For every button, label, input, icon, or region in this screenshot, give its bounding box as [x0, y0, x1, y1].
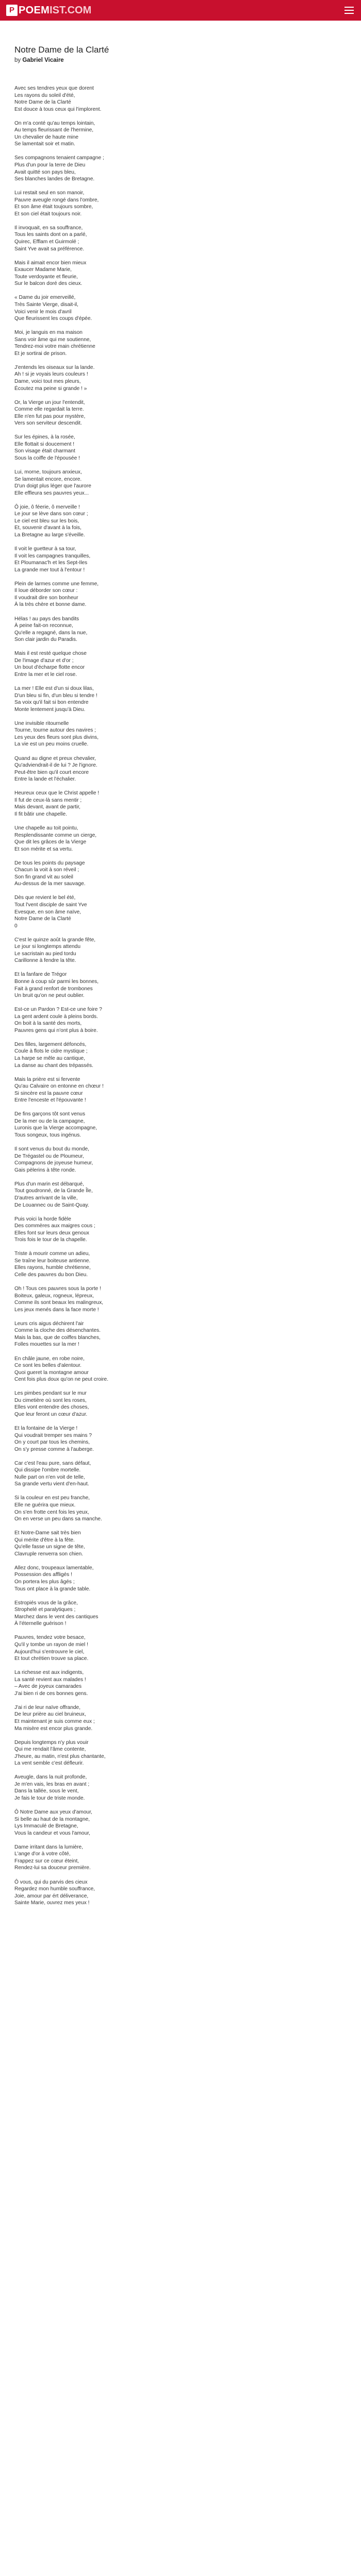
poem-line: Joie, amour par ért déliverance, [14, 1893, 89, 1899]
poem-line: Avait quitté son pays bleu, [14, 169, 76, 175]
poem-line: Le jour se lève dans son cœur ; [14, 511, 88, 517]
poem-line: Les yeux des fleurs sont plus divins, [14, 734, 99, 740]
poem-line: Il fut de ceux-là sans mentir ; [14, 797, 82, 803]
poem-line: Il sont venus du bout du monde, [14, 1146, 89, 1153]
poem-line: Vers son serviteur descendit. [14, 420, 82, 427]
poem-line: Quirec, Efflam et Guirmolé ; [14, 239, 79, 245]
poem-line: Est douce à tous ceux qui l'implorent. [14, 106, 102, 112]
poem-line: Tous songeux, tous ingénus. [14, 1132, 81, 1139]
poem-line: Elles rayons, humble chrétienne, [14, 1265, 91, 1271]
poem-line: La vent semble c'est défleurir. [14, 1760, 84, 1767]
poem-line: De leur prière au ciel bruineux, [14, 1711, 86, 1718]
poem-line: D'un bleu si fin, d'un bleu si tendre ! [14, 692, 97, 699]
poem-line: Et Notre-Dame sait très bien [14, 1530, 81, 1536]
poem-line: Ô joie, ô féerie, ô merveille ! [14, 504, 80, 510]
poem-line: Or, la Vierge un jour l'entendit, [14, 399, 85, 405]
stanza [14, 1774, 344, 1802]
poem-line: Lui restait seul en son manoir, [14, 190, 85, 196]
poem-line: Clavruple renverra son chien. [14, 1551, 84, 1557]
poem-line: Une invisible ritournelle [14, 720, 69, 726]
poem-line: Aujourd'hui s'entrouvre le ciel, [14, 1649, 85, 1655]
poem-line: Sainte Marie, ouvrez mes yeux ! [14, 1900, 90, 1906]
poem-line: La grande mer tout à l'entour ! [14, 567, 85, 573]
poem-line: À la très chère et bonne dame. [14, 602, 87, 608]
stanza [14, 1495, 344, 1522]
poem-line: Elle flottait si doucement ! [14, 441, 75, 447]
stanza [14, 581, 344, 608]
poem-line: Sa grande vertu vient d'en-haut. [14, 1481, 89, 1487]
author-link[interactable]: Gabriel Vicaire [22, 57, 64, 63]
stanza [14, 650, 344, 678]
poem-line: Si la couleur en est peu franche, [14, 1495, 90, 1501]
poem-line: L'ange d'or à votre côté, [14, 1851, 71, 1857]
stanza [14, 120, 344, 148]
poem-line: Lys Immaculé de Bretagne, [14, 1823, 78, 1829]
poem-line: Si sincère est la pauvre cœur [14, 1090, 83, 1096]
poem-line: Entre l'enceste et l'épouvante ! [14, 1097, 86, 1104]
stanza [14, 971, 344, 999]
stanza [14, 1739, 344, 1767]
poem-line: Tourne, tourne autour des navires ; [14, 727, 96, 734]
poem-line: Dame, voici tout mes pleurs, [14, 378, 81, 384]
poem-line: De fins garçons tôt sont venus [14, 1111, 86, 1117]
poem-line: Ce sont les belles d'alentour. [14, 1363, 81, 1369]
poem-line: Dès que revient le bel été, [14, 895, 76, 901]
stanza [14, 294, 344, 322]
poem-line: Il voudrait dire son bonheur [14, 595, 78, 601]
poem-line: Carillonne à fendre la tête. [14, 958, 76, 964]
poem-line: La Bretagne au large s'éveille. [14, 532, 85, 538]
poem-line: Se traîne leur boiteuse antienne. [14, 1258, 91, 1264]
stanza [14, 329, 344, 357]
poem-line: Sur les épines, à la rosée, [14, 434, 75, 440]
poem-line: À l'éternelle guérison ! [14, 1621, 67, 1627]
poem-line: Qui mérite d'être à la fête. [14, 1537, 75, 1543]
poem-line: Je fais le tour de triste monde. [14, 1795, 85, 1801]
poem-line: C'est le quinze août la grande fête, [14, 937, 96, 943]
poem-line: Hélas ! au pays des bandits [14, 616, 79, 622]
poem-line: Elles vont entendre des choses, [14, 1404, 89, 1411]
poem-line: Elles font sur leurs deux genoux [14, 1230, 89, 1236]
poem-line: Notre Dame de la Clarté [14, 99, 71, 106]
poem-line: Comme ils sont beaux les malingreux, [14, 1300, 104, 1306]
poem-line: Quand au digne et preux chevalier, [14, 755, 96, 761]
poem-line: Chacun la voit à son réveil ; [14, 867, 79, 873]
stanza [14, 190, 344, 217]
poem-line: Le ciel est bleu sur les bois, [14, 518, 79, 524]
poem-line: Trois fois le tour de la chapelle. [14, 1237, 87, 1243]
poem-line: Monte lentement jusqu'à Dieu. [14, 706, 86, 713]
poem-line: Pauvres gens qui n'ont plus à boire. [14, 1027, 98, 1033]
poem-line: Qui voudrait tremper ses mains ? [14, 1432, 92, 1438]
poem-line: Sous la coiffe de l'épousée ! [14, 455, 80, 461]
poem-line: On m'a conté qu'au temps lointain, [14, 120, 95, 126]
site-logo[interactable] [6, 5, 91, 16]
stanza [14, 685, 344, 713]
poem-line: Gais pèlerins à tête ronde. [14, 1167, 76, 1173]
poem-line: Frappez sur ce cœur éteint, [14, 1858, 79, 1864]
poem-line: Les jeux menés dans la face morte ! [14, 1307, 99, 1313]
by-label: by [14, 57, 21, 63]
poem-line: Ô vous, qui du parvis des cieux [14, 1879, 88, 1885]
stanza [14, 399, 344, 427]
poem-line: Tout l'vent disciple de saint Yve [14, 902, 87, 908]
poem-line: D'autres arrivant de la ville, [14, 1195, 78, 1201]
poem-line: De Trégastel ou de Ploumeur, [14, 1153, 84, 1159]
poem-line: La santé revient aux malades ! [14, 1676, 86, 1683]
poem-line: Sa voix qu'il fait si bon entendre [14, 700, 89, 706]
poem-line: Et la fanfare de Trégor [14, 972, 67, 978]
poem-line: Entre la mer et le ciel rose. [14, 671, 77, 677]
poem-line: Avec ses tendres yeux que dorent [14, 86, 94, 91]
poem-line: Que fleurissent les coups d'épée. [14, 316, 92, 322]
poem-line: Que dit les grâces de la Vierge [14, 839, 87, 845]
stanza [14, 894, 344, 929]
stanza [14, 790, 344, 818]
poem-line: Son fin grand vit au soleil [14, 874, 73, 880]
top-navigation-bar [0, 0, 361, 21]
poem-line: Tous les saints dont on a parlé, [14, 232, 87, 238]
poem-line: Heureux ceux que le Christ appelle ! [14, 790, 100, 796]
poem-line: Possession des affligés ! [14, 1572, 72, 1578]
poem-line: Compagnons de joyeuse humeur, [14, 1160, 93, 1166]
poem-line: Qui me rendait l'âme contente, [14, 1747, 86, 1753]
poem-line: Elle effleura ses pauvres yeux... [14, 490, 89, 496]
poem-line: Oh ! Tous ces pauvres sous la porte ! [14, 1286, 101, 1292]
poem-line: Entre la lande et l'échalier. [14, 776, 76, 783]
poem-line: On boit à la santé des morts, [14, 1021, 82, 1027]
poem-line: Triste à mourir comme un adieu, [14, 1251, 90, 1257]
poem-line: Pauvre aveugle rongé dans l'ombre, [14, 197, 99, 203]
stanza [14, 720, 344, 748]
poem-line: Des commères aux maigres cous ; [14, 1223, 95, 1229]
poem-line: Comme la cloche des désenchantes. [14, 1328, 101, 1334]
poem-line: J'ai bien ri de ces bonnes gens. [14, 1690, 88, 1697]
poem-line: Très Sainte Vierge, disait-il, [14, 301, 79, 308]
poem-line: Nulle part on n'en voit de telle, [14, 1474, 85, 1480]
stanza [14, 1425, 344, 1453]
poem-line: Et tout chrétien trouve sa place. [14, 1656, 89, 1662]
poem-line: Bonne à coup sûr parmi les bonnes, [14, 979, 99, 985]
poem-line: Mais la bas, que de coiffes blanches, [14, 1334, 101, 1341]
poem-line: Tout goudronné, de la Grande Île, [14, 1188, 93, 1194]
stanza [14, 1250, 344, 1278]
stanza [14, 1669, 344, 1697]
poem-line: – Avec de joyeux camarades [14, 1684, 82, 1690]
stanza [14, 1565, 344, 1592]
poem-line: Et, souvenir d'avant à la fois, [14, 525, 81, 531]
stanza [14, 1809, 344, 1837]
poem-line: Resplendissante comme un cierge, [14, 832, 97, 838]
poem-line: Sans voir âme qui me soutienne, [14, 336, 91, 343]
poem-line: Voici venir le mois d'avril [14, 309, 72, 315]
poem-line: La gent ardent coule à pleins bords. [14, 1013, 98, 1020]
stanza [14, 1216, 344, 1244]
poem-line: Coule à flots le cidre mystique ; [14, 1048, 88, 1055]
poem-line: Et Ploumanac'h et les Sept-Iles [14, 560, 88, 566]
poem-line: Et je sortirai de prison. [14, 350, 67, 357]
stanza [14, 1600, 344, 1628]
poem-line: Son clair jardin du Paradis. [14, 637, 77, 643]
stanza [14, 1530, 344, 1557]
poem-line: Mais il aimait encor bien mieux [14, 260, 87, 266]
poem-line: Un bout d'écharpe flotte encor [14, 665, 85, 671]
poem-line: Lui, morne, toujours anxieux, [14, 469, 82, 476]
poem-line: J'entends les oiseaux sur la lande. [14, 364, 95, 370]
poem-line: Dans la tallée, sous le vent, [14, 1788, 79, 1794]
poem-line: Puis voici la horde fidèle [14, 1216, 71, 1222]
poem-line: De tous les points du paysage [14, 860, 85, 866]
stanza [14, 937, 344, 964]
poem-line: Et son ciel était toujours noir. [14, 211, 82, 217]
poem-line: Strophelé et paralytiques ; [14, 1607, 76, 1613]
poem-line: Le sacristain au pied tordu [14, 951, 76, 957]
poem-line: Son visage était charmant [14, 448, 75, 454]
stanza [14, 434, 344, 462]
poem-line: Plein de larmes comme une femme, [14, 581, 99, 587]
byline [14, 57, 344, 64]
poem-line: Luronis que la Vierge accompagne, [14, 1125, 97, 1131]
stanza [14, 364, 344, 392]
poem-line: Qu'adviendrait-il de lui ? Je l'ignore. [14, 762, 97, 769]
poem-line: Evesque, en son âme naïve, [14, 909, 81, 915]
menu-icon[interactable] [344, 7, 354, 14]
poem-line: Et la fontaine de la Vierge ! [14, 1426, 78, 1431]
poem-line: On portera les plus âgés ; [14, 1579, 75, 1585]
poem-line: Qu'elle fasse un signe de tête, [14, 1544, 85, 1550]
poem-line: À peine fait-on reconnue, [14, 623, 73, 629]
poem-line: Moi, je languis en ma maison [14, 330, 83, 336]
poem-line: Au temps fleurissant de l'hermine, [14, 127, 94, 133]
poem-line: Fait à grand renfort de trombones [14, 986, 93, 992]
poem-line: La vie est un peu moins cruelle. [14, 741, 89, 748]
poem-line: Ses compagnons tenaient campagne ; [14, 155, 104, 161]
poem-line: Si belle au haut de la montagne, [14, 1816, 90, 1822]
logo-mark-icon: P [6, 5, 18, 16]
poem-line: Ah ! si je voyais leurs couleurs ! [14, 371, 88, 378]
poem-line: Mais il est resté quelque chose [14, 651, 87, 657]
poem-line: Leurs cris aigus déchirent l'air [14, 1320, 84, 1327]
poem-line: Écoutez ma peine si grande ! » [14, 385, 87, 392]
stanza [14, 1844, 344, 1872]
stanza [14, 755, 344, 783]
poem-line: Elle ne guérira que mieux. [14, 1502, 76, 1509]
poem-line: Saint Yve avait sa préférence. [14, 246, 85, 252]
poem-line: Les pimbes pendant sur le mur [14, 1391, 87, 1397]
poem-line: On y court par tous les chemins, [14, 1439, 90, 1446]
poem-line: Quoi gueret la montagne amour [14, 1369, 89, 1376]
poem-line: De la mer ou de la campagne, [14, 1118, 85, 1124]
poem-line: Celle des pauvres du bon Dieu. [14, 1272, 88, 1278]
poem-line: Mais la prière est si fervente [14, 1076, 80, 1082]
stanza [14, 1285, 344, 1313]
stanza [14, 825, 344, 853]
poem-line: Exaucer Madame Marie, [14, 267, 72, 273]
poem-line: De l'image d'azur et d'or ; [14, 657, 74, 664]
poem-line: Dame irritant dans la lumière, [14, 1844, 84, 1850]
poem-line: Il invoquait, en sa souffrance, [14, 225, 83, 231]
poem-line: Estropiés vous de la grâce, [14, 1600, 78, 1606]
poem-line: On en verse un peu dans sa manche. [14, 1516, 102, 1522]
poem-line: Le jour si longtemps attendu [14, 944, 80, 950]
poem-line: Allez donc, troupeaux lamentable, [14, 1565, 94, 1571]
poem-line: D'un doigt plus léger que l'aurore [14, 483, 91, 489]
poem-title: Notre Dame de la Clarté [14, 45, 109, 55]
poem-line: Les rayons du soleil d'été, [14, 92, 75, 98]
stanza [14, 1006, 344, 1034]
poem-line: Aveugle, dans la nuit profonde, [14, 1774, 87, 1781]
poem-line: Mais devant, avant de partir, [14, 804, 80, 810]
poem-line: On s'y presse comme à l'auberge. [14, 1446, 94, 1452]
poem-line: J'heure, au matin, n'est plus chantante, [14, 1753, 106, 1759]
stanza [14, 546, 344, 573]
poem-line: La mer ! Elle est d'un si doux lilas, [14, 686, 94, 692]
poem-line: Un bruit qu'on ne peut oublier. [14, 993, 85, 999]
poem-body [14, 85, 344, 1913]
poem-line: Est-ce un Pardon ? Est-ce une foire ? [14, 1007, 102, 1013]
poem-line: Tendrez-moi votre main chrétienne [14, 344, 95, 350]
stanza [14, 1704, 344, 1732]
poem-line: Regardez mon humble souffrance, [14, 1886, 95, 1892]
poem-line: En châle jaune, en robe noire, [14, 1355, 85, 1362]
poem-line: Notre Dame de la Clarté [14, 916, 71, 922]
poem-line: Rendez-lui sa douceur première. [14, 1865, 91, 1871]
logo-text: POEM [19, 4, 50, 16]
poem-line: Une chapelle au toit pointu, [14, 825, 78, 831]
poem-line: J'ai ri de leur naïve offrande, [14, 1704, 81, 1710]
poem-line: Elle n'en fut pas pour mystère, [14, 413, 86, 419]
poem-line: Ses blanches landes de Bretagne. [14, 176, 95, 182]
poem-line: Depuis longtemps n'y plus vouir [14, 1739, 89, 1745]
poem-line: Plus d'un marin est débarqué, [14, 1181, 85, 1187]
poem-line: Boiteux, galeux, rogneux, lépreux, [14, 1293, 94, 1299]
stanza [14, 1879, 344, 1907]
poem-line: Vous la candeur et vous l'amour, [14, 1830, 90, 1836]
poem-line: Ô Notre Dame aux yeux d'amour, [14, 1809, 92, 1816]
poem-line: La richesse est aux indigents, [14, 1670, 84, 1676]
poem-line: Toute verdoyante et fleurie, [14, 274, 78, 280]
poem-line: Comme elle regardait la terre. [14, 406, 84, 413]
poem-line: Sur le balcon doré des cieux. [14, 281, 83, 287]
poem-line: Il voit les campagnes tranquilles, [14, 553, 91, 559]
poem-line: On s'en frotte cent fois les yeux, [14, 1509, 89, 1515]
poem-line: Se lamentait encore, encore. [14, 476, 82, 482]
poem-line: Folles mouettes sur la mer ! [14, 1342, 79, 1348]
stanza [14, 1355, 344, 1383]
stanza [14, 1320, 344, 1348]
poem-line: Il fit bâtir une chapelle. [14, 811, 67, 817]
poem-line: Il voit le guetteur à sa tour, [14, 546, 76, 552]
poem-line: Se lamentait soir et matin. [14, 141, 75, 147]
poem-line: Qui dissipe l'ombre mortelle. [14, 1467, 81, 1473]
poem-line: Qu'elle a regagné, dans la nue, [14, 630, 88, 636]
stanza [14, 1390, 344, 1418]
poem-line: Cent fois plus doux qu'on ne peut croire. [14, 1377, 109, 1383]
poem-line: Et maintenant je suis comme eux ; [14, 1718, 95, 1724]
stanza [14, 1076, 344, 1104]
stanza [14, 155, 344, 182]
stanza [14, 860, 344, 888]
poem-line: Tous ont place à la grande table. [14, 1586, 91, 1592]
poem-line: « Dame du joir emerveillé, [14, 295, 76, 301]
poem-line: La harpe se mêle au cantique, [14, 1056, 86, 1062]
poem-header [14, 44, 344, 64]
logo-suffix: IST.COM [50, 4, 92, 16]
poem-line: 0 [14, 923, 18, 929]
stanza [14, 225, 344, 252]
poem-line: Je m'en vais, les bras en avant ; [14, 1781, 90, 1787]
poem-line: Du cimetière où sont les roses, [14, 1397, 87, 1403]
poem-line: Au-dessus de la mer sauvage. [14, 881, 86, 887]
stanza [14, 1041, 344, 1069]
stanza [14, 1634, 344, 1662]
poem-line: La danse au chant des trépassés. [14, 1062, 93, 1069]
poem-line: Des filles, largement défoncés, [14, 1041, 87, 1047]
poem-line: Ma misère est encor plus grande. [14, 1725, 93, 1732]
poem-line: Qu'il y tombe un rayon de miel ! [14, 1641, 88, 1648]
poem-line: Et son âme était toujours sombre, [14, 204, 93, 210]
poem-line: De Louannec ou de Saint-Quay. [14, 1202, 89, 1208]
poem-line: Pauvres, tendez votre besace, [14, 1635, 86, 1641]
poem-line: Marchez dans le vent des cantiques [14, 1614, 99, 1620]
poem-line: Plus d'un pour la terre de Dieu [14, 162, 86, 168]
poem-line: Peut-être bien qu'il court encore [14, 769, 89, 775]
poem-line: Car c'est l'eau pure, sans défaut, [14, 1460, 91, 1466]
poem-line: Un chevalier de haute mine [14, 134, 79, 140]
stanza [14, 469, 344, 497]
stanza [14, 1460, 344, 1488]
stanza [14, 85, 344, 113]
stanza [14, 1111, 344, 1139]
poem-line: Et son mérite et sa vertu. [14, 846, 73, 852]
stanza [14, 504, 344, 539]
poem-line: Qu'au Calvaire on entonne en chœur ! [14, 1083, 104, 1090]
stanza [14, 616, 344, 643]
stanza [14, 1181, 344, 1209]
stanza [14, 260, 344, 287]
stanza [14, 1146, 344, 1174]
poem-line: Que leur feront un cœur d'azur. [14, 1411, 88, 1417]
poem-line: Il loue déborder son cœur : [14, 588, 78, 594]
